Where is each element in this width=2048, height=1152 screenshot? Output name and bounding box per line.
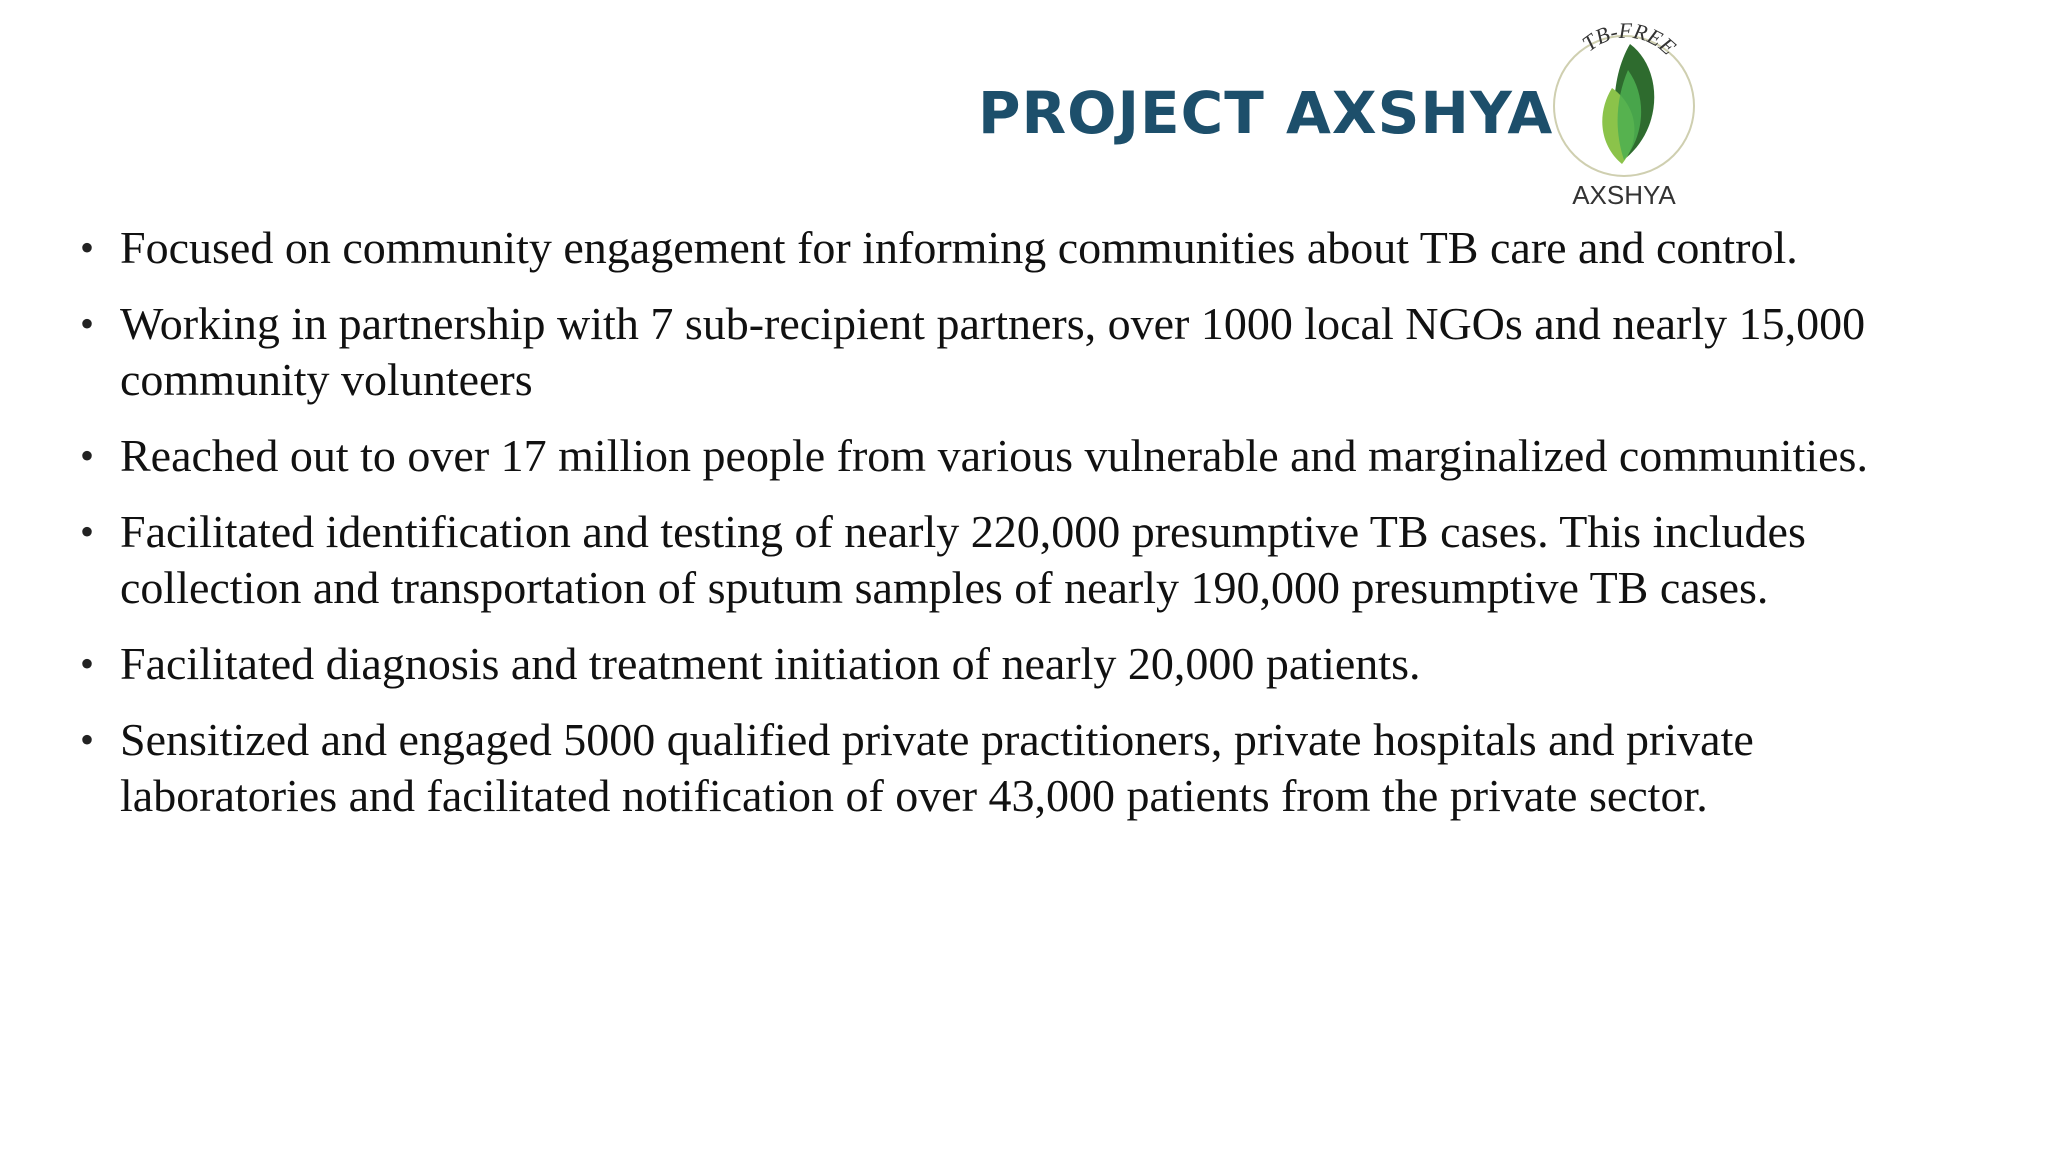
bullet-dot-icon: • (80, 301, 95, 346)
bullet-dot-icon: • (80, 433, 95, 478)
bullet-text: Sensitized and engaged 5000 qualified private practitioners, private hospitals and private laboratories and facilitated notification of over 43,000 patients from the private sector. (120, 714, 1754, 821)
bullet-content (80, 220, 1960, 844)
bullet-list (80, 220, 1960, 824)
bullet-dot-icon: • (80, 717, 95, 762)
bullet-item (80, 636, 1960, 692)
bullet-text: Reached out to over 17 million people from various vulnerable and marginalized communities. (120, 430, 1868, 481)
bullet-text: Facilitated identification and testing of nearly 220,000 presumptive TB cases. This includes collection and transportation of sputum samples of nearly 190,000 presumptive TB cases. (120, 506, 1806, 613)
bullet-item (80, 220, 1960, 276)
bullet-text: Focused on community engagement for informing communities about TB care and control. (120, 222, 1798, 273)
project-axshya-logo (978, 18, 1698, 208)
bullet-dot-icon: • (80, 225, 95, 270)
bullet-text: Working in partnership with 7 sub-recipient partners, over 1000 local NGOs and nearly 15,000 community volunteers (120, 298, 1866, 405)
bullet-item (80, 504, 1960, 616)
bullet-dot-icon: • (80, 641, 95, 686)
logo-wordmark: PROJECT AXSHYA (978, 79, 1554, 147)
bullet-item (80, 712, 1960, 824)
bullet-dot-icon: • (80, 509, 95, 554)
bullet-item (80, 296, 1960, 408)
axshya-emblem-icon (1544, 18, 1704, 208)
bullet-text: Facilitated diagnosis and treatment initiation of nearly 20,000 patients. (120, 638, 1421, 689)
emblem-top-text: TB-FREE (1577, 18, 1681, 60)
emblem-bottom-text: AXSHYA (1572, 180, 1676, 208)
bullet-item (80, 428, 1960, 484)
